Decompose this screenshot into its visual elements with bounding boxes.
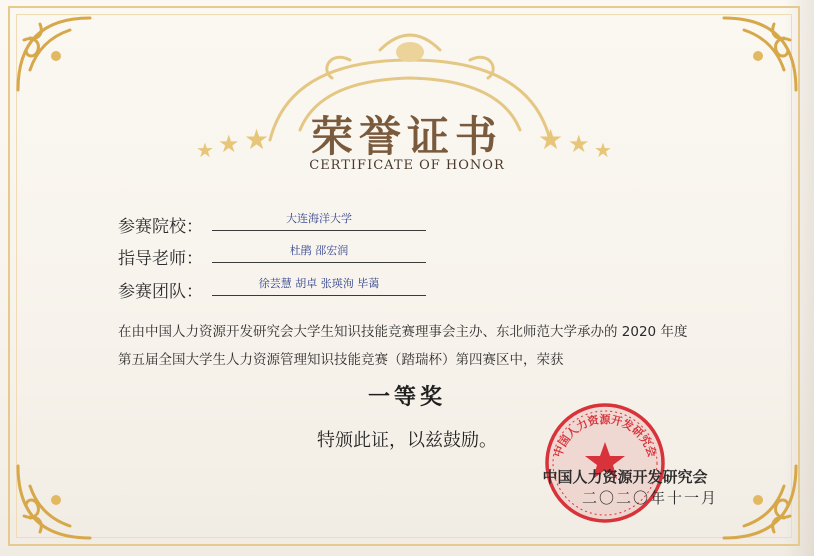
team-label: 参赛团队：: [118, 282, 203, 302]
body-line-2: 第五届全国大学生人力资源管理知识技能竞赛（踏瑞杯）第四赛区中，荣获: [118, 352, 564, 368]
award-title: 一等奖: [367, 384, 446, 410]
star-icon: ★: [594, 138, 612, 162]
advisor-value: 杜鹃 邵宏润: [212, 242, 426, 263]
body-line-1: 在由中国人力资源开发研究会大学生知识技能竞赛理事会主办、东北师范大学承办的 2020 年度: [118, 324, 688, 340]
star-icon: ★: [538, 123, 564, 156]
advisor-label: 指导老师：: [118, 249, 203, 269]
issuer-name: 中国人力资源开发研究会: [542, 468, 708, 486]
closing-text: 特颁此证，以兹鼓励。: [317, 430, 497, 451]
star-icon: ★: [196, 138, 214, 162]
official-seal: [540, 398, 670, 528]
corner-ornament-bottom-left: [10, 436, 120, 546]
school-value: 大连海洋大学: [212, 210, 426, 231]
star-icon: ★: [218, 130, 240, 158]
issue-date: 二〇二〇年十一月: [581, 489, 718, 507]
star-icon: ★: [568, 130, 590, 158]
certificate-subtitle: CERTIFICATE OF HONOR: [309, 158, 505, 173]
certificate-title: 荣誉证书: [310, 112, 503, 161]
seal-text: 中国人力资源开发研究会: [551, 413, 659, 459]
school-label: 参赛院校：: [118, 217, 203, 237]
star-icon: ★: [244, 123, 270, 156]
team-value: 徐芸慧 胡卓 张瑛洵 毕蔼: [212, 275, 426, 296]
